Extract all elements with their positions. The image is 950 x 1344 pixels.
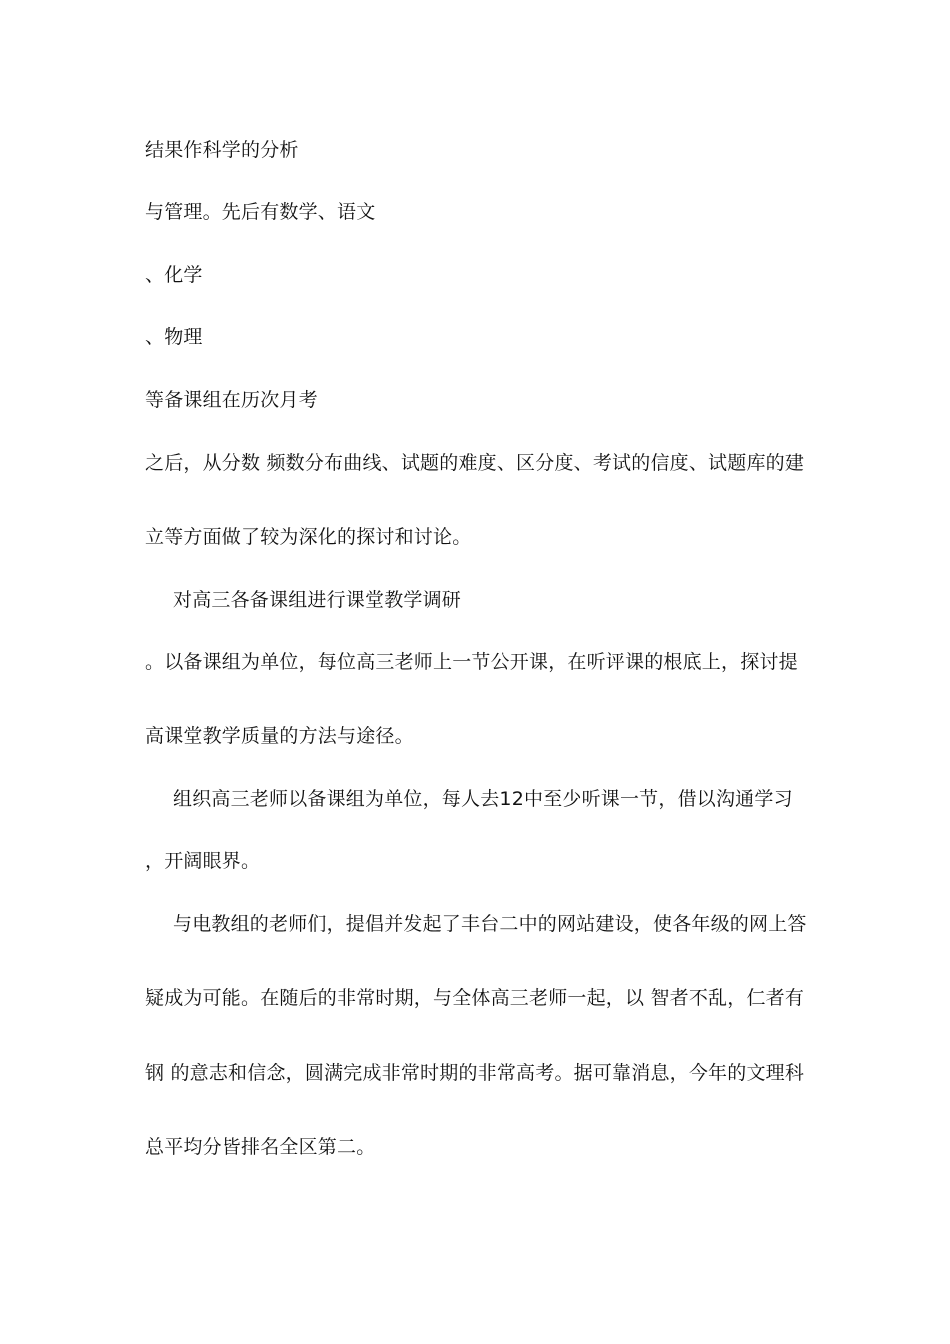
paragraph-first-line: 对高三各备课组进行课堂教学调研 [173, 589, 462, 611]
text-line: 结果作科学的分析 [145, 139, 299, 161]
text-line: 、化学 [145, 264, 203, 286]
text-line: 、物理 [145, 326, 203, 348]
text-line: 高课堂教学质量的方法与途径。 [145, 725, 414, 747]
text-line: 立等方面做了较为深化的探讨和讨论。 [145, 526, 472, 548]
text-line: 钢 的意志和信念，圆满完成非常时期的非常高考。据可靠消息，今年的文理科 [145, 1062, 805, 1084]
text-line: 与管理。先后有数学、语文 [145, 201, 376, 223]
text-line: 疑成为可能。在随后的非常时期，与全体高三老师一起，以 智者不乱，仁者有 [145, 987, 805, 1009]
text-line: 总平均分皆排名全区第二。 [145, 1136, 376, 1158]
paragraph-first-line: 组织高三老师以备课组为单位，每人去12中至少听课一节，借以沟通学习 [173, 788, 793, 810]
text-line: 等备课组在历次月考 [145, 389, 318, 411]
paragraph-first-line: 与电教组的老师们，提倡并发起了丰台二中的网站建设，使各年级的网上答 [173, 913, 807, 935]
text-line: ，开阔眼界。 [145, 850, 261, 872]
text-line: 。以备课组为单位，每位高三老师上一节公开课，在听评课的根底上，探讨提 [145, 651, 798, 673]
text-line: 之后，从分数 频数分布曲线、试题的难度、区分度、考试的信度、试题库的建 [145, 452, 805, 474]
